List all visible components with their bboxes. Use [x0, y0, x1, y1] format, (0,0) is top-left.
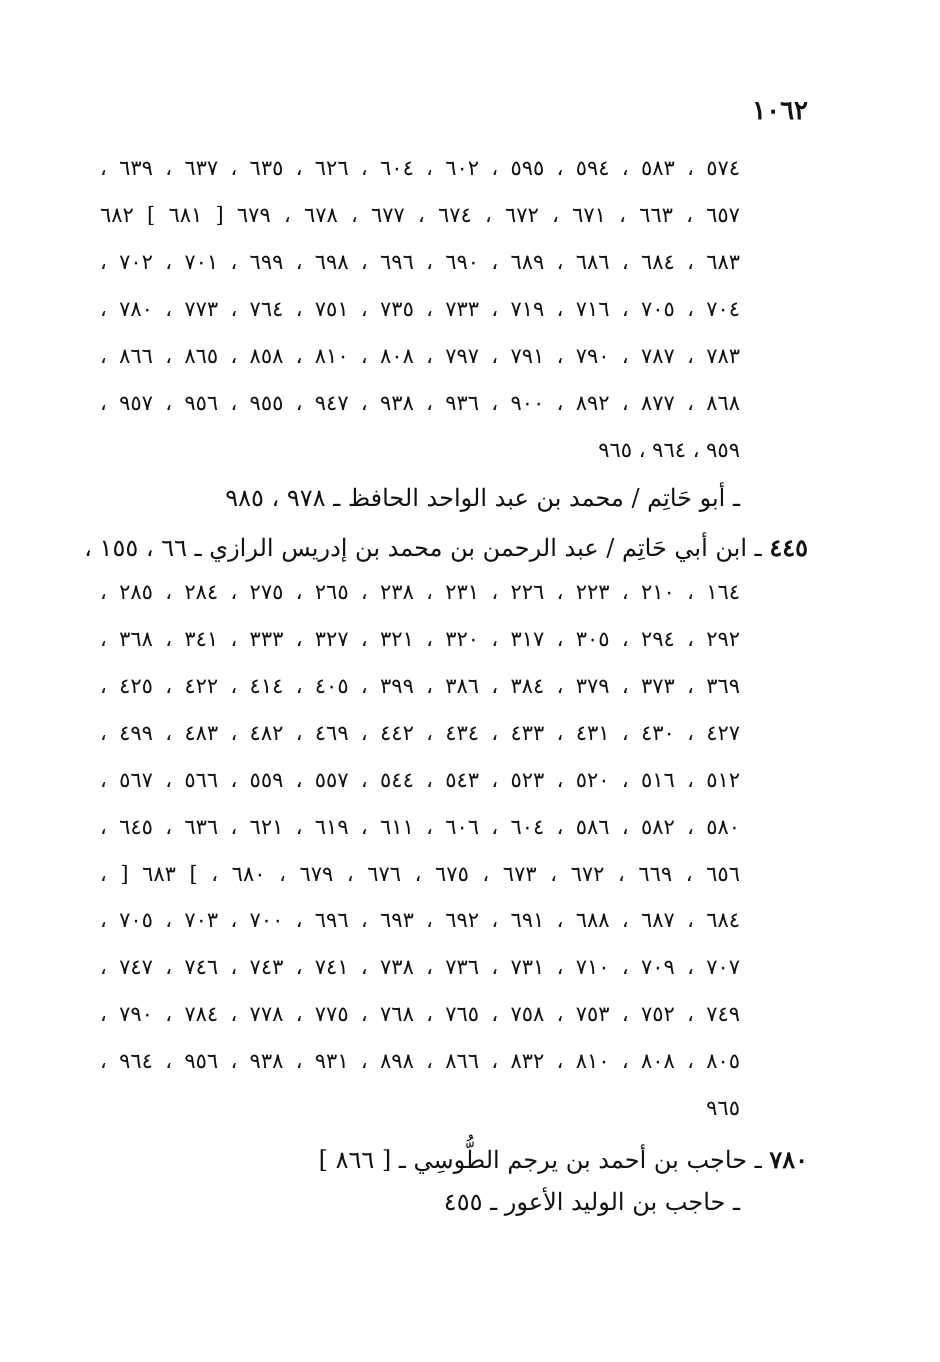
index-line: ١٦٤ ، ٢١٠ ، ٢٢٣ ، ٢٢٦ ، ٢٣١ ، ٢٣٨ ، ٢٦٥ ، ٢٧٥ ، ٢٨٤ ، ٢٨٥ ، [100, 580, 741, 604]
entry-780 [100, 1145, 808, 1174]
entry-445 [84, 533, 808, 562]
entry-text: ـ ابن أبي حَاتِم / عبد الرحمن بن محمد بن إدريس الرازي ـ ٦٦ ، ١٥٥ ، [84, 534, 762, 562]
index-line: ٦٨٤ ، ٦٨٧ ، ٦٨٨ ، ٦٩١ ، ٦٩٢ ، ٦٩٣ ، ٦٩٦ ، ٧٠٠ ، ٧٠٣ ، ٧٠٥ ، [100, 908, 741, 932]
index-line: ٧٠٤ ، ٧٠٥ ، ٧١٦ ، ٧١٩ ، ٧٣٣ ، ٧٣٥ ، ٧٥١ ، ٧٦٤ ، ٧٧٣ ، ٧٨٠ ، [100, 297, 741, 321]
index-line: ٥٨٠ ، ٥٨٢ ، ٥٨٦ ، ٦٠٤ ، ٦٠٦ ، ٦١١ ، ٦١٩ ، ٦٢١ ، ٦٣٦ ، ٦٤٥ ، [100, 815, 741, 839]
entry-text: ـ حاجب بن أحمد بن يرجم الطُّوسِي ـ [ ٨٦٦ ] [318, 1146, 762, 1174]
index-line: ٨٦٨ ، ٨٧٧ ، ٨٩٢ ، ٩٠٠ ، ٩٣٦ ، ٩٣٨ ، ٩٤٧ ، ٩٥٥ ، ٩٥٦ ، ٩٥٧ ، [100, 391, 741, 415]
index-line: ٩٦٥ [706, 1096, 740, 1120]
index-line: ٧٨٣ ، ٧٨٧ ، ٧٩٠ ، ٧٩١ ، ٧٩٧ ، ٨٠٨ ، ٨١٠ ، ٨٥٨ ، ٨٦٥ ، ٨٦٦ ، [100, 344, 741, 368]
index-line: ٧٤٩ ، ٧٥٢ ، ٧٥٣ ، ٧٥٨ ، ٧٦٥ ، ٧٦٨ ، ٧٧٥ ، ٧٧٨ ، ٧٨٤ ، ٧٩٠ ، [100, 1002, 741, 1026]
index-line: ٥١٢ ، ٥١٦ ، ٥٢٠ ، ٥٢٣ ، ٥٤٣ ، ٥٤٤ ، ٥٥٧ ، ٥٥٩ ، ٥٦٦ ، ٥٦٧ ، [100, 768, 741, 792]
index-line: ٨٠٥ ، ٨٠٨ ، ٨١٠ ، ٨٣٢ ، ٨٦٦ ، ٨٩٨ ، ٩٣١ ، ٩٣٨ ، ٩٥٦ ، ٩٦٤ ، [100, 1049, 741, 1073]
index-line: ٦٨٣ ، ٦٨٤ ، ٦٨٦ ، ٦٨٩ ، ٦٩٠ ، ٦٩٦ ، ٦٩٨ ، ٦٩٩ ، ٧٠١ ، ٧٠٢ ، [100, 250, 741, 274]
entry-number: ٧٨٠ [769, 1145, 808, 1174]
index-line: ٦٥٦ ، ٦٦٩ ، ٦٧٢ ، ٦٧٣ ، ٦٧٥ ، ٦٧٦ ، ٦٧٩ ، ٦٨٠ ، ] ٦٨٣ [ ، [100, 862, 740, 886]
entry-abu-hatim: ـ أبو حَاتِم / محمد بن عبد الواحد الحافظ ـ ٩٧٨ ، ٩٨٥ [225, 484, 740, 512]
index-line: ٢٩٢ ، ٢٩٤ ، ٣٠٥ ، ٣١٧ ، ٣٢٠ ، ٣٢١ ، ٣٢٧ ، ٣٣٣ ، ٣٤١ ، ٣٦٨ ، [100, 627, 741, 651]
entry-hajib-al-walid: ـ حاجب بن الوليد الأعور ـ ٤٥٥ [443, 1188, 740, 1216]
index-line: ٦٥٧ ، ٦٦٣ ، ٦٧١ ، ٦٧٢ ، ٦٧٤ ، ٦٧٧ ، ٦٧٨ ، ٦٧٩ [ ٦٨١ ] ٦٨٢ [100, 203, 740, 227]
index-line: ٩٥٩ ، ٩٦٤ ، ٩٦٥ [598, 438, 740, 462]
entry-number: ٤٤٥ [769, 533, 808, 562]
index-line: ٤٢٧ ، ٤٣٠ ، ٤٣١ ، ٤٣٣ ، ٤٣٤ ، ٤٤٢ ، ٤٦٩ ، ٤٨٢ ، ٤٨٣ ، ٤٩٩ ، [100, 721, 741, 745]
index-line: ٧٠٧ ، ٧٠٩ ، ٧١٠ ، ٧٣١ ، ٧٣٦ ، ٧٣٨ ، ٧٤١ ، ٧٤٣ ، ٧٤٦ ، ٧٤٧ ، [100, 955, 741, 979]
index-line: ٥٧٤ ، ٥٨٣ ، ٥٩٤ ، ٥٩٥ ، ٦٠٢ ، ٦٠٤ ، ٦٢٦ ، ٦٣٥ ، ٦٣٧ ، ٦٣٩ ، [100, 156, 741, 180]
page-number: ١٠٦٢ [752, 96, 808, 126]
index-line: ٣٦٩ ، ٣٧٣ ، ٣٧٩ ، ٣٨٤ ، ٣٨٦ ، ٣٩٩ ، ٤٠٥ ، ٤١٤ ، ٤٢٢ ، ٤٢٥ ، [100, 674, 741, 698]
